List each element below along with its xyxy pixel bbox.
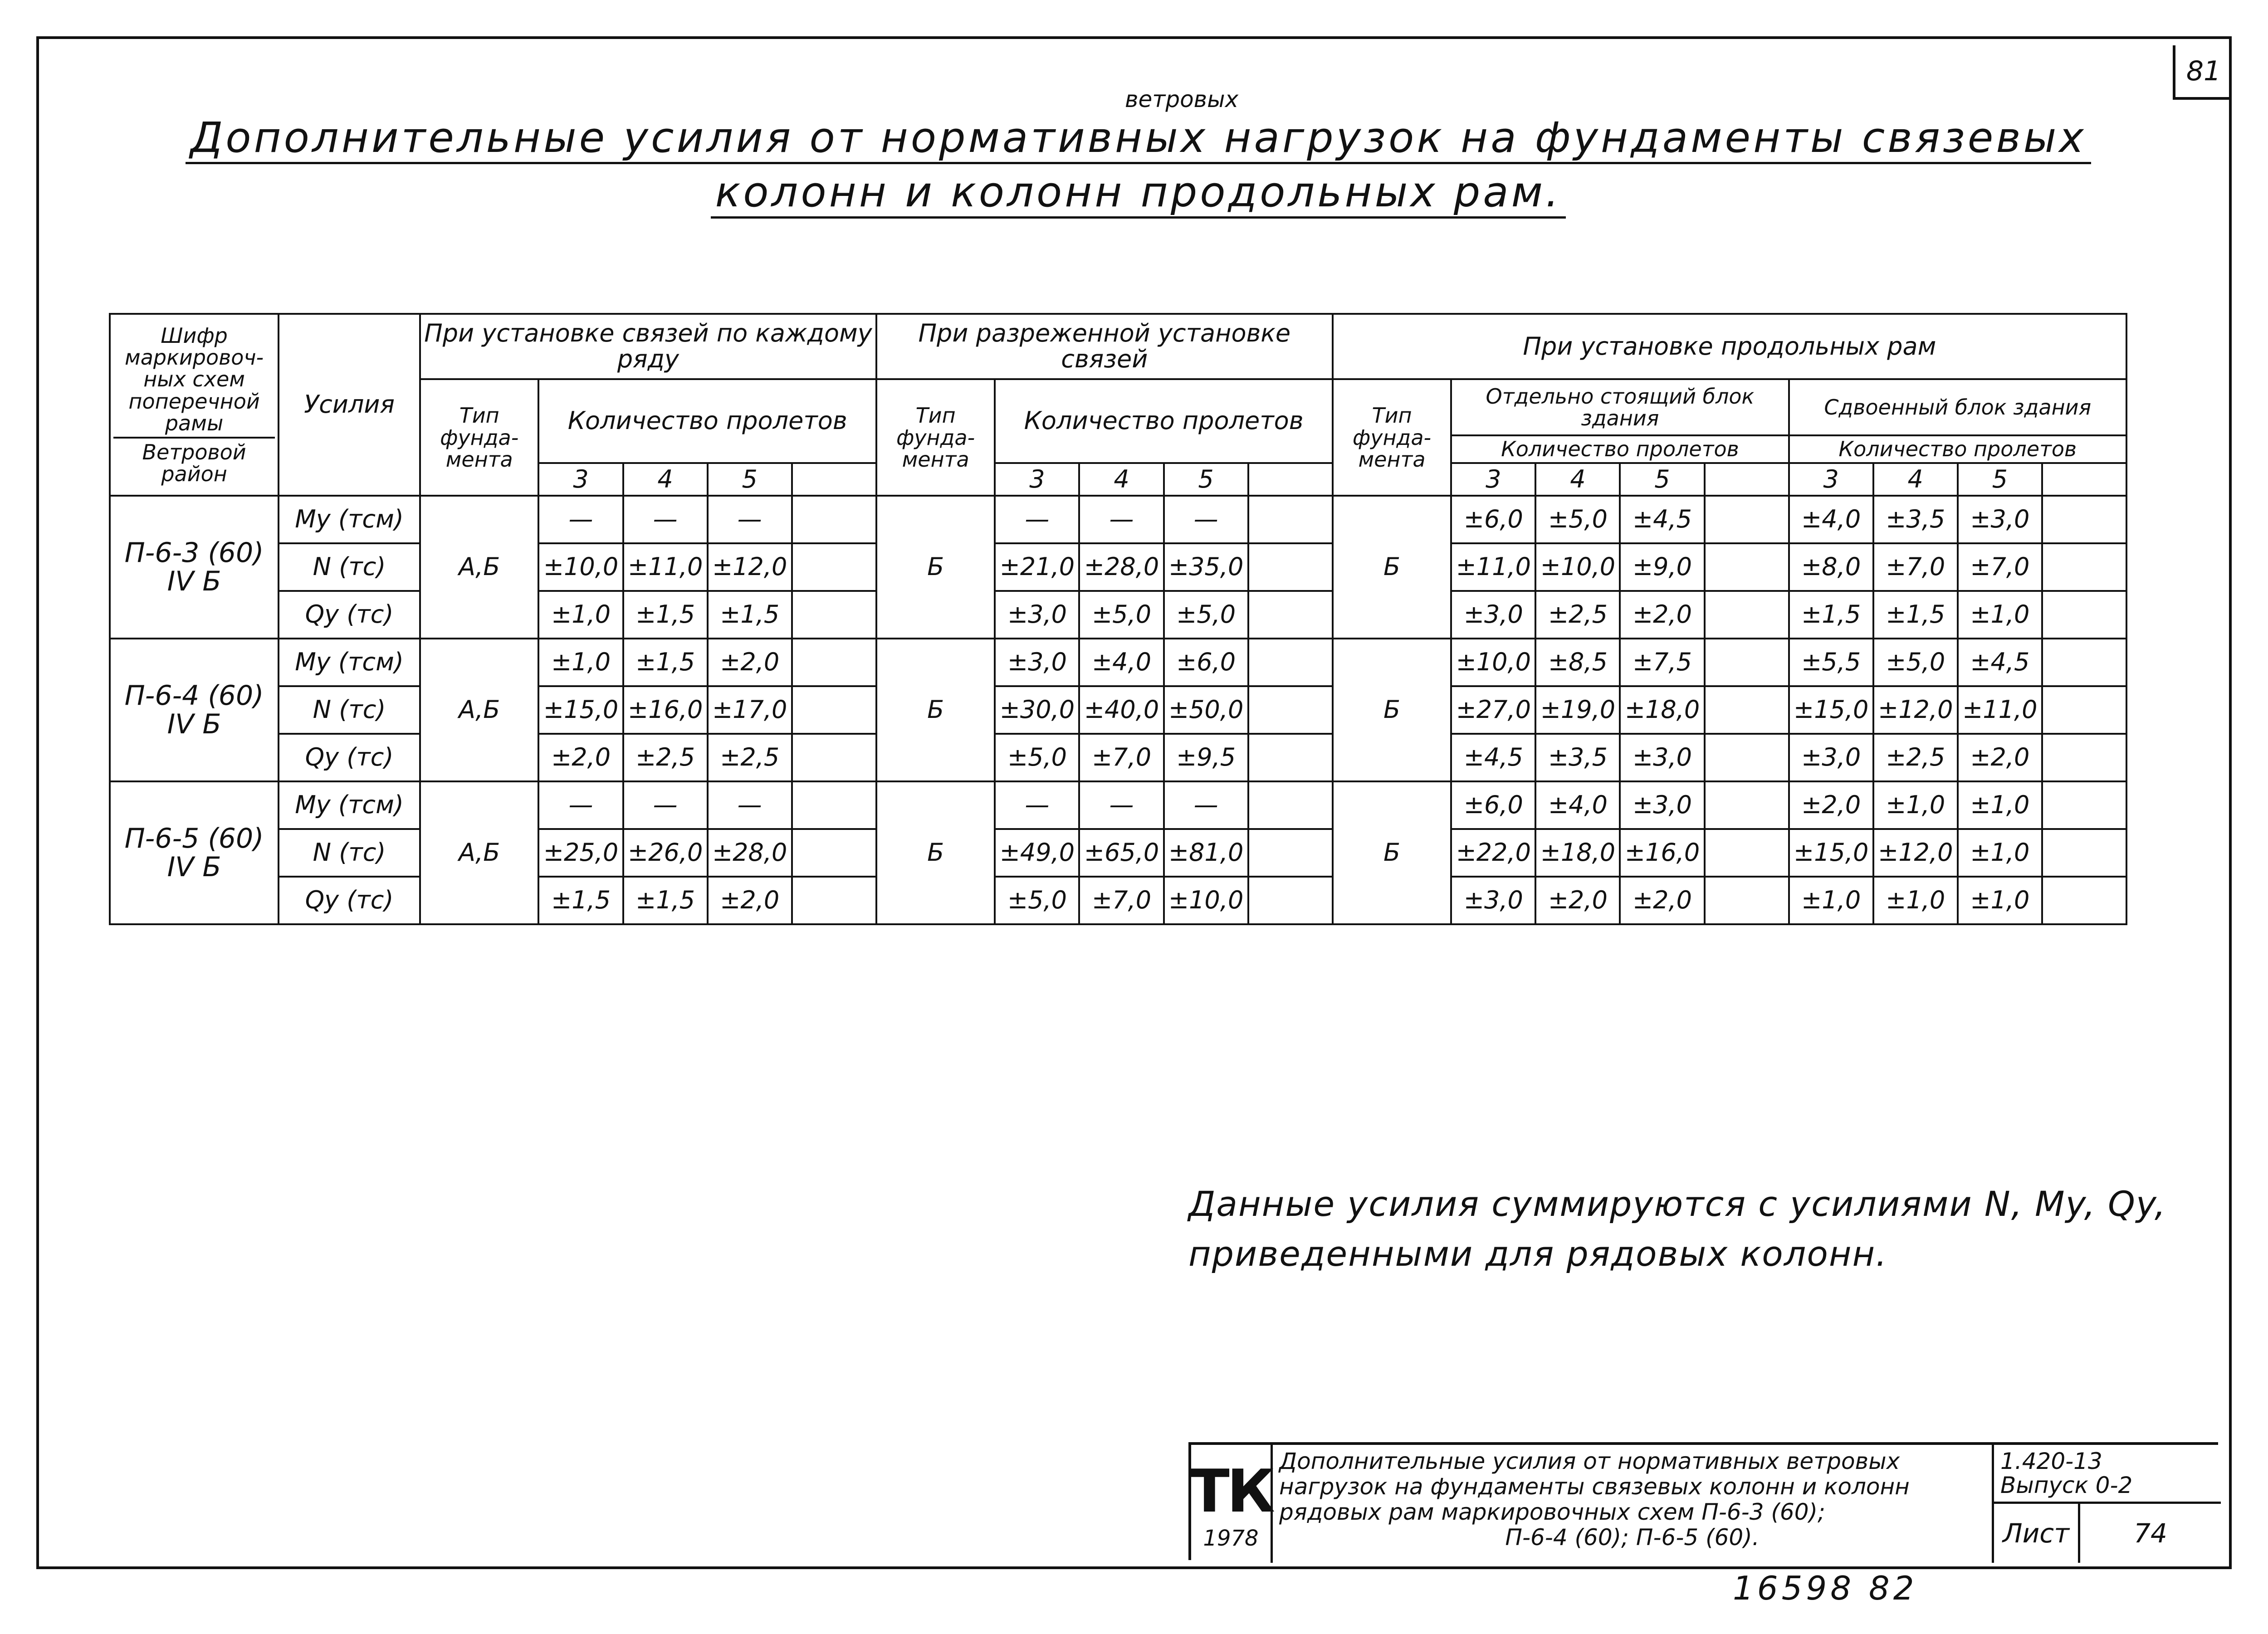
value-cell: ±5,0 [1164,591,1248,639]
header-found-type-1: Тип фунда-мента [420,379,539,496]
foundation-type: Б [876,496,995,639]
force-label: My (тсм) [279,781,420,829]
value-cell [2042,781,2126,829]
value-cell: — [995,496,1079,543]
stamp-right [1994,1445,2221,1563]
value-cell: ±11,0 [1958,686,2042,734]
header-n4: 4 [1535,463,1620,496]
value-cell: ±11,0 [623,543,708,591]
value-cell: ±25,0 [538,829,623,877]
value-cell: ±16,0 [1620,829,1704,877]
value-cell [1705,543,1789,591]
table-row [110,496,2126,543]
value-cell: ±1,0 [538,639,623,686]
value-cell: ±7,0 [1079,734,1163,781]
value-cell: ±8,0 [1789,543,1873,591]
value-cell [792,639,876,686]
value-cell: ±5,0 [1079,591,1163,639]
scheme-code-cell [110,781,279,924]
value-cell: ±81,0 [1164,829,1248,877]
header-n5: 5 [1620,463,1704,496]
value-cell: ±4,0 [1535,781,1620,829]
force-label: N (тс) [279,829,420,877]
value-cell: ±7,0 [1958,543,2042,591]
value-cell: ±10,0 [1164,877,1248,924]
value-cell [792,591,876,639]
value-cell: ±2,0 [1958,734,2042,781]
foundation-type: А,Б [420,496,539,639]
value-cell: ±1,0 [1958,781,2042,829]
force-label: N (тс) [279,686,420,734]
table-row [110,639,2126,686]
value-cell [1248,496,1333,543]
header-n4: 4 [623,463,708,496]
table-row [110,734,2126,781]
foundation-type: Б [1333,781,1452,924]
header-spans-3: Количество пролетов [1451,435,1789,463]
value-cell [792,686,876,734]
value-cell: ±3,0 [995,591,1079,639]
value-cell: — [708,781,792,829]
value-cell: ±12,0 [1873,686,1958,734]
value-cell [1705,734,1789,781]
value-cell: ±4,5 [1620,496,1704,543]
value-cell: ±7,0 [1079,877,1163,924]
value-cell: ±6,0 [1164,639,1248,686]
scheme-code: П-6-3 (60) [124,537,264,569]
header-n4: 4 [1873,463,1958,496]
value-cell: — [623,496,708,543]
value-cell [2042,591,2126,639]
scheme-code-cell [110,496,279,639]
header-forces: Усилия [279,314,420,496]
value-cell: ±27,0 [1451,686,1535,734]
value-cell [1248,639,1333,686]
stamp-sheet-label: Лист [1994,1504,2080,1563]
stamp-sheet-value: 74 [2134,1518,2167,1549]
value-cell: ±50,0 [1164,686,1248,734]
value-cell: ±6,0 [1451,781,1535,829]
stamp-sheet [1994,1504,2221,1563]
header-n5: 5 [708,463,792,496]
table-row [110,591,2126,639]
value-cell [1705,781,1789,829]
stamp-desc-line-4: П-6-4 (60); П-6-5 (60). [1505,1524,1760,1551]
value-cell: ±18,0 [1535,829,1620,877]
foundation-type: Б [876,781,995,924]
value-cell: — [995,781,1079,829]
foundation-type: А,Б [420,781,539,924]
value-cell [2042,877,2126,924]
value-cell: — [538,781,623,829]
value-cell: ±3,0 [995,639,1079,686]
value-cell: ±1,5 [1789,591,1873,639]
value-cell: ±7,5 [1620,639,1704,686]
value-cell: ±65,0 [1079,829,1163,877]
value-cell [1705,877,1789,924]
value-cell: ±6,0 [1451,496,1535,543]
note [1188,1179,2166,1279]
value-cell [1705,591,1789,639]
value-cell [1248,686,1333,734]
value-cell: ±5,0 [1873,639,1958,686]
value-cell: ±5,0 [1535,496,1620,543]
stamp-issue: Выпуск 0-2 [2000,1472,2133,1498]
header-spans-1: Количество пролетов [538,379,876,463]
wind-region: IV Б [167,851,221,883]
table-row [110,543,2126,591]
value-cell: ±5,5 [1789,639,1873,686]
value-cell: ±2,0 [1620,877,1704,924]
scheme-code: П-6-5 (60) [124,822,264,854]
foundation-type: Б [876,639,995,781]
header-n5: 5 [1164,463,1248,496]
value-cell: ±3,0 [1789,734,1873,781]
stamp-series-number: 1.420-13 [2000,1448,2102,1474]
value-cell: ±4,5 [1451,734,1535,781]
header-n3: 3 [1451,463,1535,496]
value-cell: ±11,0 [1451,543,1535,591]
header-n3: 3 [538,463,623,496]
value-cell: ±35,0 [1164,543,1248,591]
force-label: Qy (тс) [279,734,420,781]
value-cell: ±1,5 [708,591,792,639]
value-cell: ±4,0 [1789,496,1873,543]
header-cipher-text: Шифр маркировоч-ных схем поперечной рамы [125,323,264,435]
value-cell [1248,734,1333,781]
value-cell: ±5,0 [995,877,1079,924]
value-cell: ±12,0 [1873,829,1958,877]
table-row [110,829,2126,877]
header-block-single: Отдельно стоящий блок здания [1451,379,1789,435]
value-cell [2042,686,2126,734]
value-cell: ±1,5 [623,877,708,924]
value-cell [1248,591,1333,639]
title-insert: ветровых [1125,86,1239,112]
value-cell: ±3,0 [1620,781,1704,829]
header-blank [1248,463,1333,496]
value-cell: ±3,0 [1958,496,2042,543]
table-row [110,781,2126,829]
value-cell [2042,829,2126,877]
title-line-1-text: Дополнительные усилия от нормативных нагрузок на фундаменты связевых [186,113,2091,164]
force-label: Qy (тс) [279,591,420,639]
value-cell: ±49,0 [995,829,1079,877]
value-cell: ±12,0 [708,543,792,591]
header-n4: 4 [1079,463,1163,496]
value-cell: ±10,0 [1535,543,1620,591]
value-cell: ±2,5 [623,734,708,781]
header-n5: 5 [1958,463,2042,496]
value-cell [1705,496,1789,543]
value-cell: — [1079,781,1163,829]
stamp-tk-logo: ТК [1189,1457,1272,1526]
value-cell [1705,686,1789,734]
note-line-1: Данные усилия суммируются с усилиями N, My, Qy, [1188,1184,2167,1224]
value-cell: ±2,0 [708,877,792,924]
header-spans-4: Количество пролетов [1789,435,2126,463]
title-block [1188,1442,2218,1560]
value-cell [2042,734,2126,781]
value-cell: ±1,5 [623,639,708,686]
value-cell: — [538,496,623,543]
value-cell: ±15,0 [538,686,623,734]
value-cell [1248,543,1333,591]
value-cell [2042,639,2126,686]
header-block-double: Сдвоенный блок здания [1789,379,2126,435]
value-cell: ±1,0 [1958,877,2042,924]
value-cell: ±1,0 [538,591,623,639]
stamp-series [1994,1445,2221,1504]
header-n3: 3 [1789,463,1873,496]
header-cipher [110,314,279,496]
value-cell: ±2,0 [538,734,623,781]
value-cell: ±9,5 [1164,734,1248,781]
header-group-3: При установке продольных рам [1333,314,2126,379]
value-cell [792,877,876,924]
value-cell [1248,877,1333,924]
value-cell: ±40,0 [1079,686,1163,734]
value-cell: ±4,0 [1079,639,1163,686]
value-cell: ±5,0 [995,734,1079,781]
title-line-2-text: колонн и колонн продольных рам. [711,168,1566,219]
header-group-2: При разреженной установке связей [876,314,1333,379]
value-cell [1248,829,1333,877]
value-cell: ±1,0 [1789,877,1873,924]
scheme-code: П-6-4 (60) [124,679,264,712]
foundation-type: Б [1333,496,1452,639]
value-cell: — [1164,781,1248,829]
value-cell: ±16,0 [623,686,708,734]
table-row [110,877,2126,924]
value-cell: ±3,0 [1620,734,1704,781]
note-line-2: приведенными для рядовых колонн. [1188,1234,1888,1274]
stamp-description [1273,1445,1994,1563]
value-cell: ±1,5 [538,877,623,924]
value-cell: ±15,0 [1789,686,1873,734]
value-cell: ±17,0 [708,686,792,734]
foundation-type: Б [1333,639,1452,781]
value-cell [1705,639,1789,686]
value-cell: ±1,0 [1958,591,2042,639]
value-cell: ±3,5 [1873,496,1958,543]
stamp-org [1191,1445,1273,1563]
value-cell [792,543,876,591]
value-cell: ±3,0 [1451,877,1535,924]
value-cell: ±3,5 [1535,734,1620,781]
value-cell: — [1164,496,1248,543]
value-cell: — [1079,496,1163,543]
value-cell: ±10,0 [538,543,623,591]
value-cell: — [623,781,708,829]
stamp-desc-line-2: нагрузок на фундаменты связевых колонн и колонн [1279,1473,1910,1500]
value-cell: ±28,0 [1079,543,1163,591]
value-cell [792,781,876,829]
value-cell: ±1,0 [1873,781,1958,829]
value-cell: ±1,5 [1873,591,1958,639]
value-cell: ±10,0 [1451,639,1535,686]
title-line-2 [0,168,2268,216]
title-line-1 [0,113,2268,162]
value-cell: ±2,0 [1535,877,1620,924]
value-cell [792,734,876,781]
value-cell [792,829,876,877]
value-cell: ±9,0 [1620,543,1704,591]
force-label: My (тсм) [279,496,420,543]
scheme-code-cell [110,639,279,781]
header-blank [1705,463,1789,496]
header-n3: 3 [995,463,1079,496]
value-cell: ±1,0 [1958,829,2042,877]
value-cell: ±18,0 [1620,686,1704,734]
value-cell: ±21,0 [995,543,1079,591]
stamp-year: 1978 [1203,1526,1259,1551]
forces-table [109,313,2127,925]
stamp-desc-line-1: Дополнительные усилия от нормативных ветровых [1279,1448,1900,1474]
value-cell: ±7,0 [1873,543,1958,591]
force-label: Qy (тс) [279,877,420,924]
value-cell: ±2,0 [708,639,792,686]
value-cell: ±2,0 [1620,591,1704,639]
foundation-type: А,Б [420,639,539,781]
value-cell: ±2,5 [1535,591,1620,639]
header-found-type-3: Тип фунда-мента [1333,379,1452,496]
value-cell: ±2,5 [1873,734,1958,781]
table-row [110,686,2126,734]
value-cell: ±4,5 [1958,639,2042,686]
value-cell [1705,829,1789,877]
value-cell: ±22,0 [1451,829,1535,877]
header-wind-region: Ветровой район [113,437,275,485]
stamp-desc-line-3: рядовых рам маркировочных схем П-6-3 (60); [1279,1499,1825,1525]
force-label: N (тс) [279,543,420,591]
sheet-number: 81 [2173,45,2232,100]
value-cell: ±1,5 [623,591,708,639]
value-cell: ±30,0 [995,686,1079,734]
value-cell: ±3,0 [1451,591,1535,639]
value-cell: ±2,0 [1789,781,1873,829]
value-cell [792,496,876,543]
value-cell: ±19,0 [1535,686,1620,734]
value-cell: ±28,0 [708,829,792,877]
header-blank [792,463,876,496]
header-group-1: При установке связей по каждому ряду [420,314,876,379]
value-cell [2042,496,2126,543]
wind-region: IV Б [167,708,221,740]
value-cell [1248,781,1333,829]
value-cell: ±8,5 [1535,639,1620,686]
value-cell: — [708,496,792,543]
force-label: My (тсм) [279,639,420,686]
value-cell: ±1,0 [1873,877,1958,924]
header-blank [2042,463,2126,496]
value-cell: ±15,0 [1789,829,1873,877]
value-cell: ±2,5 [708,734,792,781]
header-found-type-2: Тип фунда-мента [876,379,995,496]
wind-region: IV Б [167,565,221,597]
archive-number: 16598 82 [1733,1569,1918,1607]
value-cell: ±26,0 [623,829,708,877]
value-cell [2042,543,2126,591]
header-spans-2: Количество пролетов [995,379,1332,463]
